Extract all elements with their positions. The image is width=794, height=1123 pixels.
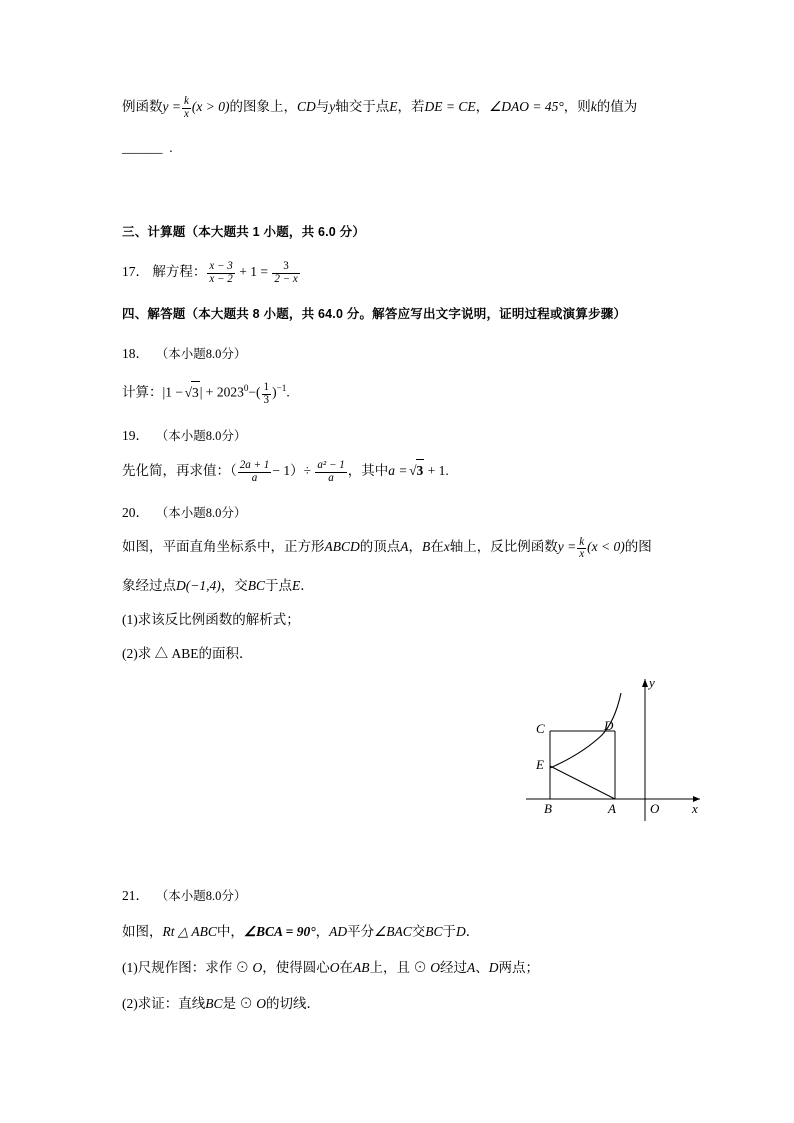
q21-l1-bc: BC <box>425 923 443 939</box>
q18-fraction <box>262 382 272 406</box>
document-content <box>122 95 698 1015</box>
q21-l2-o1: O <box>252 959 263 975</box>
question-20-sub-2: (2)求 △ ABE的面积． <box>122 645 253 661</box>
top-fragment-part1: 例函数 <box>122 99 163 114</box>
q19-frac1-numerator: 2a + 1 <box>239 459 270 472</box>
q19-prefix: 先化简，再求值： <box>122 462 230 478</box>
q20-l1-p4: 在 <box>430 539 444 555</box>
top-fragment-fraction <box>182 96 191 120</box>
q20-l1-cond: (x < 0) <box>587 539 625 555</box>
top-fragment-line1 <box>122 96 682 121</box>
question-21-number: 21． <box>122 887 149 903</box>
fraction-numerator: k <box>183 95 189 108</box>
q20-l1-b: B <box>422 539 431 555</box>
top-fragment-k: k <box>590 99 597 114</box>
question-18-score: （本小题8.0分） <box>155 347 247 362</box>
top-fragment-part5: ，若 <box>397 99 425 114</box>
q19-radicand: 3 <box>416 459 425 482</box>
q20-l2-p1: 象经过点 <box>122 577 176 593</box>
q21-l2-p2: ，使得圆心 <box>262 959 330 975</box>
question-20-sub-1: (1)求该反比例函数的解析式； <box>122 611 300 627</box>
question-19-score: （本小题8.0分） <box>155 428 247 443</box>
q21-l1-rt: Rt △ ABC <box>162 923 217 939</box>
top-fragment-part6: ， <box>475 99 490 114</box>
question-20-line-2 <box>122 575 682 597</box>
q21-l2-ab: AB <box>353 959 370 975</box>
q20-l2-e: E <box>292 577 301 593</box>
top-fragment-part8: 的值为 <box>596 99 638 114</box>
question-20-header <box>122 502 682 524</box>
question-19-header <box>122 425 682 447</box>
q18-abs-open: |1 − <box>162 384 183 400</box>
figure-label-D: D <box>604 717 614 733</box>
q20-frac-denominator: x <box>579 548 585 561</box>
q21-l1-p3: ， <box>315 923 330 939</box>
question-21-line-2 <box>122 957 682 979</box>
q18-power-exp: 0 <box>243 383 249 394</box>
q21-l2-p7: 两点； <box>498 959 539 975</box>
question-20-score: （本小题8.0分） <box>155 506 247 521</box>
q20-frac-numerator: k <box>579 535 585 548</box>
q19-frac2-numerator: a² − 1 <box>317 459 345 472</box>
q20-l1-p3: ， <box>408 539 422 555</box>
top-fragment-de-ce: DE = CE <box>424 99 476 114</box>
q19-frac2-denominator: a <box>328 471 334 484</box>
q21-l1-bac: ∠BAC <box>374 923 412 939</box>
top-fragment-line2 <box>122 137 682 159</box>
q18-radical: √3 <box>183 381 200 404</box>
q17-mid: + 1 = <box>239 263 268 279</box>
q21-l2-o3: O <box>430 959 440 975</box>
q21-l1-angle: ∠BCA = 90° <box>243 923 316 939</box>
q21-l2-d: D <box>488 959 499 975</box>
top-fragment-e: E <box>389 99 398 114</box>
question-21-score: （本小题8.0分） <box>155 888 247 903</box>
figure-label-y: y <box>649 674 655 690</box>
q20-l2-d: D(−1,4) <box>176 577 221 593</box>
q21-l1-p7: ． <box>465 923 480 939</box>
figure-label-x: x <box>692 800 698 816</box>
q21-l2-p6: 、 <box>475 959 489 975</box>
q18-radicand: 3 <box>191 381 200 404</box>
question-18-header <box>122 343 682 365</box>
q20-l1-x: x <box>443 539 450 555</box>
question-20-line-1 <box>122 536 682 561</box>
section-4-heading: 四、解答题（本大题共 8 小题，共 64.0 分。解答应写出文字说明，证明过程或演算步骤） <box>122 307 627 322</box>
answer-blank[interactable]: ______ <box>122 139 163 155</box>
q21-l2-p1: (1)尺规作图：求作 ⊙ <box>122 959 253 975</box>
q21-l1-p1: 如图， <box>122 923 163 939</box>
q20-l1-p5: 轴上，反比例函数 <box>449 539 558 555</box>
q21-l2-a: A <box>467 959 476 975</box>
q21-l3-o: O <box>256 995 267 1011</box>
q17-frac1-denominator: x − 2 <box>209 272 233 285</box>
q20-l2-bc: BC <box>247 577 265 593</box>
q21-l2-p4: 上，且 ⊙ <box>369 959 431 975</box>
q21-l2-p3: 在 <box>339 959 353 975</box>
question-19-number: 19． <box>122 427 149 443</box>
q20-l1-p1: 如图，平面直角坐标系中，正方形 <box>122 539 325 555</box>
q20-l2-p4: ． <box>300 577 314 593</box>
q20-fraction <box>577 537 586 561</box>
question-18-body: 计算：$|1 - √3| + 2023^0-$( $\frac{1}{3}$ )$^{-1}$. <box>122 381 290 406</box>
top-fragment-y-eq: y = <box>162 99 181 114</box>
q20-l1-p2: 的顶点 <box>359 539 401 555</box>
q21-l3-p2: 是 ⊙ <box>222 995 257 1011</box>
q19-plus-one: + 1 <box>427 462 446 478</box>
top-fragment-part3: 与 <box>315 99 330 114</box>
q18-tail: . <box>286 384 290 400</box>
q18-frac-denominator: 3 <box>263 393 270 406</box>
q17-frac1-numerator: x − 3 <box>209 260 233 273</box>
q21-l2-p5: 经过 <box>440 959 467 975</box>
q19-fraction-2 <box>315 460 346 484</box>
q21-l3-bc: BC <box>205 995 223 1011</box>
q21-l3-p1: (2)求证：直线 <box>122 995 206 1011</box>
top-fragment-yaxis: y <box>329 99 336 114</box>
question-19-body: 先化简，再求值：（ $\frac{2a + 1}{a}$ − 1）÷ $\frac{\text{a² − 1}}{a}$ ，其中a = √3 + 1. <box>122 459 449 484</box>
figure-label-A: A <box>608 800 616 816</box>
question-20-figure-area <box>122 671 698 841</box>
q21-l1-p5: 交 <box>411 923 426 939</box>
question-21-line-3 <box>122 993 682 1015</box>
q17-fraction-1 <box>207 261 234 285</box>
figure-label-E: E <box>536 756 544 772</box>
top-fragment-period: . <box>169 139 173 155</box>
top-fragment-cd: CD <box>297 99 316 114</box>
q19-frac1-denominator: a <box>251 471 258 484</box>
q19-radical: √3 <box>408 459 425 482</box>
q19-tail: . <box>445 462 449 478</box>
figure-label-O: O <box>650 800 660 816</box>
q21-l1-p4: 平分 <box>347 923 375 939</box>
top-fragment-part2: 的图象上， <box>229 99 297 114</box>
q19-mid: − 1）÷ <box>272 462 311 478</box>
q18-power-base: 2023 <box>216 384 244 400</box>
top-fragment-cond: (x > 0) <box>191 99 230 114</box>
top-fragment-part4: 轴交于点 <box>335 99 390 114</box>
top-fragment-angle: ∠DAO = 45° <box>489 99 564 114</box>
question-18-number: 18． <box>122 346 149 362</box>
question-17-label: 解方程： <box>152 263 207 279</box>
q20-l2-p3: 于点 <box>265 577 292 593</box>
question-17 <box>122 261 682 286</box>
q19-where: ，其中 <box>347 462 389 478</box>
figure-label-B: B <box>544 800 552 816</box>
q17-fraction-2 <box>272 261 299 285</box>
top-fragment-part7: ，则 <box>563 99 591 114</box>
q20-l1-y: y = <box>557 539 577 555</box>
figure-label-C: C <box>536 720 545 736</box>
q18-abs-close: | + <box>199 384 214 400</box>
q19-fraction-1 <box>238 460 272 484</box>
q21-l1-p2: 中， <box>216 923 244 939</box>
q21-l2-o2: O <box>329 959 340 975</box>
q18-paren-exp: −1 <box>276 383 287 394</box>
fraction-denominator: x <box>183 108 189 121</box>
q19-a-eq: a = <box>388 462 408 478</box>
q18-prefix: 计算： <box>122 384 163 400</box>
q20-l1-p6: 的图 <box>624 539 652 555</box>
q18-minus: − <box>248 384 257 400</box>
q21-l3-p3: 的切线． <box>266 995 321 1011</box>
q20-l1-a: A <box>400 539 409 555</box>
q21-l1-ad: AD <box>329 923 348 939</box>
question-21-line-1 <box>122 921 682 943</box>
question-21-header <box>122 885 682 907</box>
q20-l1-abcd: ABCD <box>324 539 360 555</box>
section-3-heading: 三、计算题（本大题共 1 小题，共 6.0 分） <box>122 224 366 239</box>
hyperbola-square-figure <box>520 671 710 836</box>
q21-l1-p6: 于 <box>442 923 456 939</box>
question-20-number: 20． <box>122 505 149 521</box>
q18-frac-numerator: 1 <box>263 381 270 394</box>
q17-frac2-numerator: 3 <box>272 261 299 274</box>
q21-l1-d: D <box>455 923 466 939</box>
q20-l2-p2: ，交 <box>220 577 248 593</box>
question-17-number: 17． <box>122 263 149 279</box>
q17-frac2-denominator: 2 − x <box>274 272 298 285</box>
